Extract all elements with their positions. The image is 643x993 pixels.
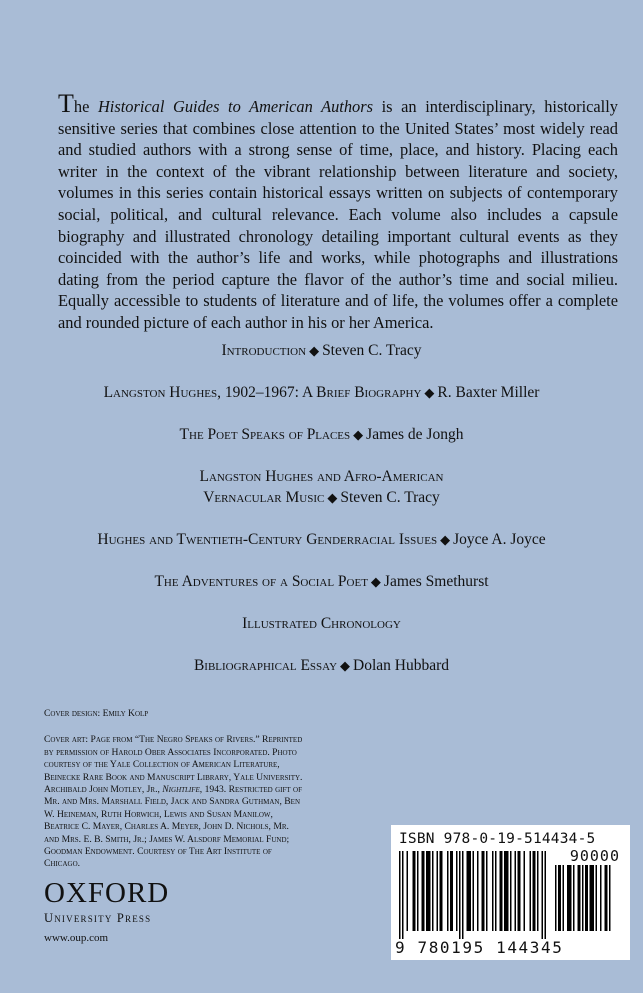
cover-design-credit: Cover design: Emily Kolp: [44, 708, 149, 719]
barcode-bar: [462, 851, 464, 939]
barcode-bar: [573, 865, 575, 931]
entry-title: Illustrated Chronology: [242, 615, 401, 632]
barcode-bar: [399, 851, 401, 939]
barcode-bar: [500, 851, 503, 931]
barcode-bars: [399, 851, 551, 939]
barcode-bar: [545, 851, 547, 939]
publisher-url: www.oup.com: [44, 932, 109, 944]
barcode-bar: [567, 865, 572, 931]
barcode-bar: [515, 851, 517, 931]
barcode: [391, 825, 630, 960]
diamond-icon: ◆: [309, 343, 320, 358]
entry-title: Introduction: [221, 342, 307, 359]
barcode-bar: [605, 865, 608, 931]
contents-entry: [0, 466, 643, 508]
barcode-bar: [542, 851, 544, 939]
barcode-bar: [477, 851, 479, 931]
entry-title: Langston Hughes and Afro-American: [199, 468, 444, 485]
publisher-logo: OXFORD: [44, 877, 170, 909]
contents-entry: [0, 613, 643, 634]
contents-entry: [0, 340, 643, 361]
drop-cap: T: [58, 89, 74, 118]
contents-entry: [0, 571, 643, 592]
barcode-bar: [578, 865, 581, 931]
contents-entry: [0, 529, 643, 550]
barcode-bar: [413, 851, 416, 931]
barcode-bar: [585, 865, 588, 931]
barcode-bar: [555, 865, 557, 931]
barcode-bar: [450, 851, 453, 931]
entry-title: The Adventures of a Social Poet: [154, 573, 368, 590]
barcode-bar: [417, 851, 419, 931]
barcode-bar: [563, 865, 565, 931]
cover-art-text: Cover art: Page from “The Negro Speaks of Rivers.” Reprinted by permission of Harold Ober Associates Incorporated. Photo courtesy of the Yale Collection of American Literature, Beinecke Rare Book and Manuscript Library, Yale University. Archibald John Motley, Jr.,: [44, 734, 303, 796]
contents-entry: [0, 424, 643, 445]
diamond-icon: ◆: [327, 490, 338, 505]
barcode-addon-bars: [555, 865, 621, 939]
barcode-bar: [530, 851, 532, 931]
entry-title-line2: Vernacular Music: [203, 489, 325, 506]
barcode-digits: 9 780195 144345: [395, 938, 564, 957]
series-title: Historical Guides to American Authors: [97, 97, 374, 116]
series-description: [58, 91, 618, 334]
barcode-bar: [558, 865, 561, 931]
barcode-bar: [596, 865, 598, 931]
barcode-bar: [510, 851, 512, 931]
cover-art-credit: [44, 734, 306, 870]
entry-author: R. Baxter Miller: [437, 384, 540, 401]
barcode-bar: [482, 851, 485, 931]
barcode-bar: [537, 851, 539, 931]
contents-entry: [0, 382, 643, 403]
contents-list: [0, 340, 643, 697]
barcode-bar: [486, 851, 488, 931]
barcode-bar: [600, 865, 602, 931]
cover-credits: [44, 708, 306, 871]
diamond-icon: ◆: [370, 574, 381, 589]
publisher-press: University Press: [44, 911, 152, 925]
barcode-bar: [524, 851, 526, 931]
contents-entry: [0, 655, 643, 676]
entry-title: Bibliographical Essay: [193, 657, 338, 674]
artwork-title: Nightlife: [162, 784, 200, 796]
entry-author: Joyce A. Joyce: [453, 531, 546, 548]
entry-author: Dolan Hubbard: [353, 657, 450, 674]
entry-title: Hughes and Twentieth-Century Genderracial Issues: [97, 531, 438, 548]
barcode-bar: [582, 865, 584, 931]
barcode-bar: [590, 865, 595, 931]
diamond-icon: ◆: [353, 427, 364, 442]
entry-author: James Smethurst: [383, 573, 489, 590]
diamond-icon: ◆: [424, 385, 435, 400]
entry-author: James de Jongh: [366, 426, 464, 443]
barcode-bar: [492, 851, 494, 931]
barcode-bar: [426, 851, 431, 931]
barcode-bar: [447, 851, 449, 931]
barcode-bar: [473, 851, 475, 931]
diamond-icon: ◆: [340, 658, 351, 673]
barcode-bar: [504, 851, 509, 931]
barcode-bar: [432, 851, 434, 931]
barcode-bar: [609, 865, 611, 931]
barcode-bar: [467, 851, 472, 931]
barcode-bar: [456, 851, 458, 931]
barcode-bar: [437, 851, 439, 931]
barcode-bar: [518, 851, 521, 931]
barcode-bar: [440, 851, 443, 931]
entry-title: The Poet Speaks of Places: [179, 426, 351, 443]
entry-author: Steven C. Tracy: [322, 342, 422, 359]
cover-art-text-end: , 1943. Restricted gift of Mr. and Mrs. Marshall Field, Jack and Sandra Guthman, Ben W. Heineman, Ruth Horwich, Lewis and Susan Manilow, Beatrice C. Mayer, Charles A. Meyer, John D. Nichols, Mr. and Mrs. E. B. Smith, Jr.; James W. Alsdorf Memorial Fund; Goodman Endowment. Courtesy of The Art Institute of Chicago.: [44, 784, 302, 870]
barcode-bar: [495, 851, 497, 931]
entry-title: Langston Hughes, 1902–1967: A Brief Biography: [103, 384, 422, 401]
barcode-bar: [533, 851, 536, 931]
barcode-bar: [402, 851, 404, 939]
blurb-lead: he: [73, 97, 98, 116]
barcode-bar: [407, 851, 409, 931]
blurb-body: is an interdisciplinary, historically sensitive series that combines close attention to the United States’ most widely read and studied authors with a strong sense of time, place, and history. Placing each writer in the context of the vibrant relationship between literature and society, volumes in this series contain historical essays written on subjects of contemporary social, political, and cultural relevance. Each volume also includes a capsule biography and illustrated chronology detailing important cultural events as they coincided with the author’s life and works, while photographs and illustrations dating from the period capture the flavor of the author’s time and social milieu. Equally accessible to students of literature and of life, the volumes offer a complete and rounded picture of each author in his or her America.: [58, 97, 618, 332]
entry-author: Steven C. Tracy: [340, 489, 440, 506]
isbn-number: ISBN 978-0-19-514434-5: [399, 831, 596, 847]
barcode-bar: [422, 851, 425, 931]
price-code: 90000: [569, 847, 620, 865]
barcode-bar: [459, 851, 461, 939]
diamond-icon: ◆: [440, 532, 451, 547]
